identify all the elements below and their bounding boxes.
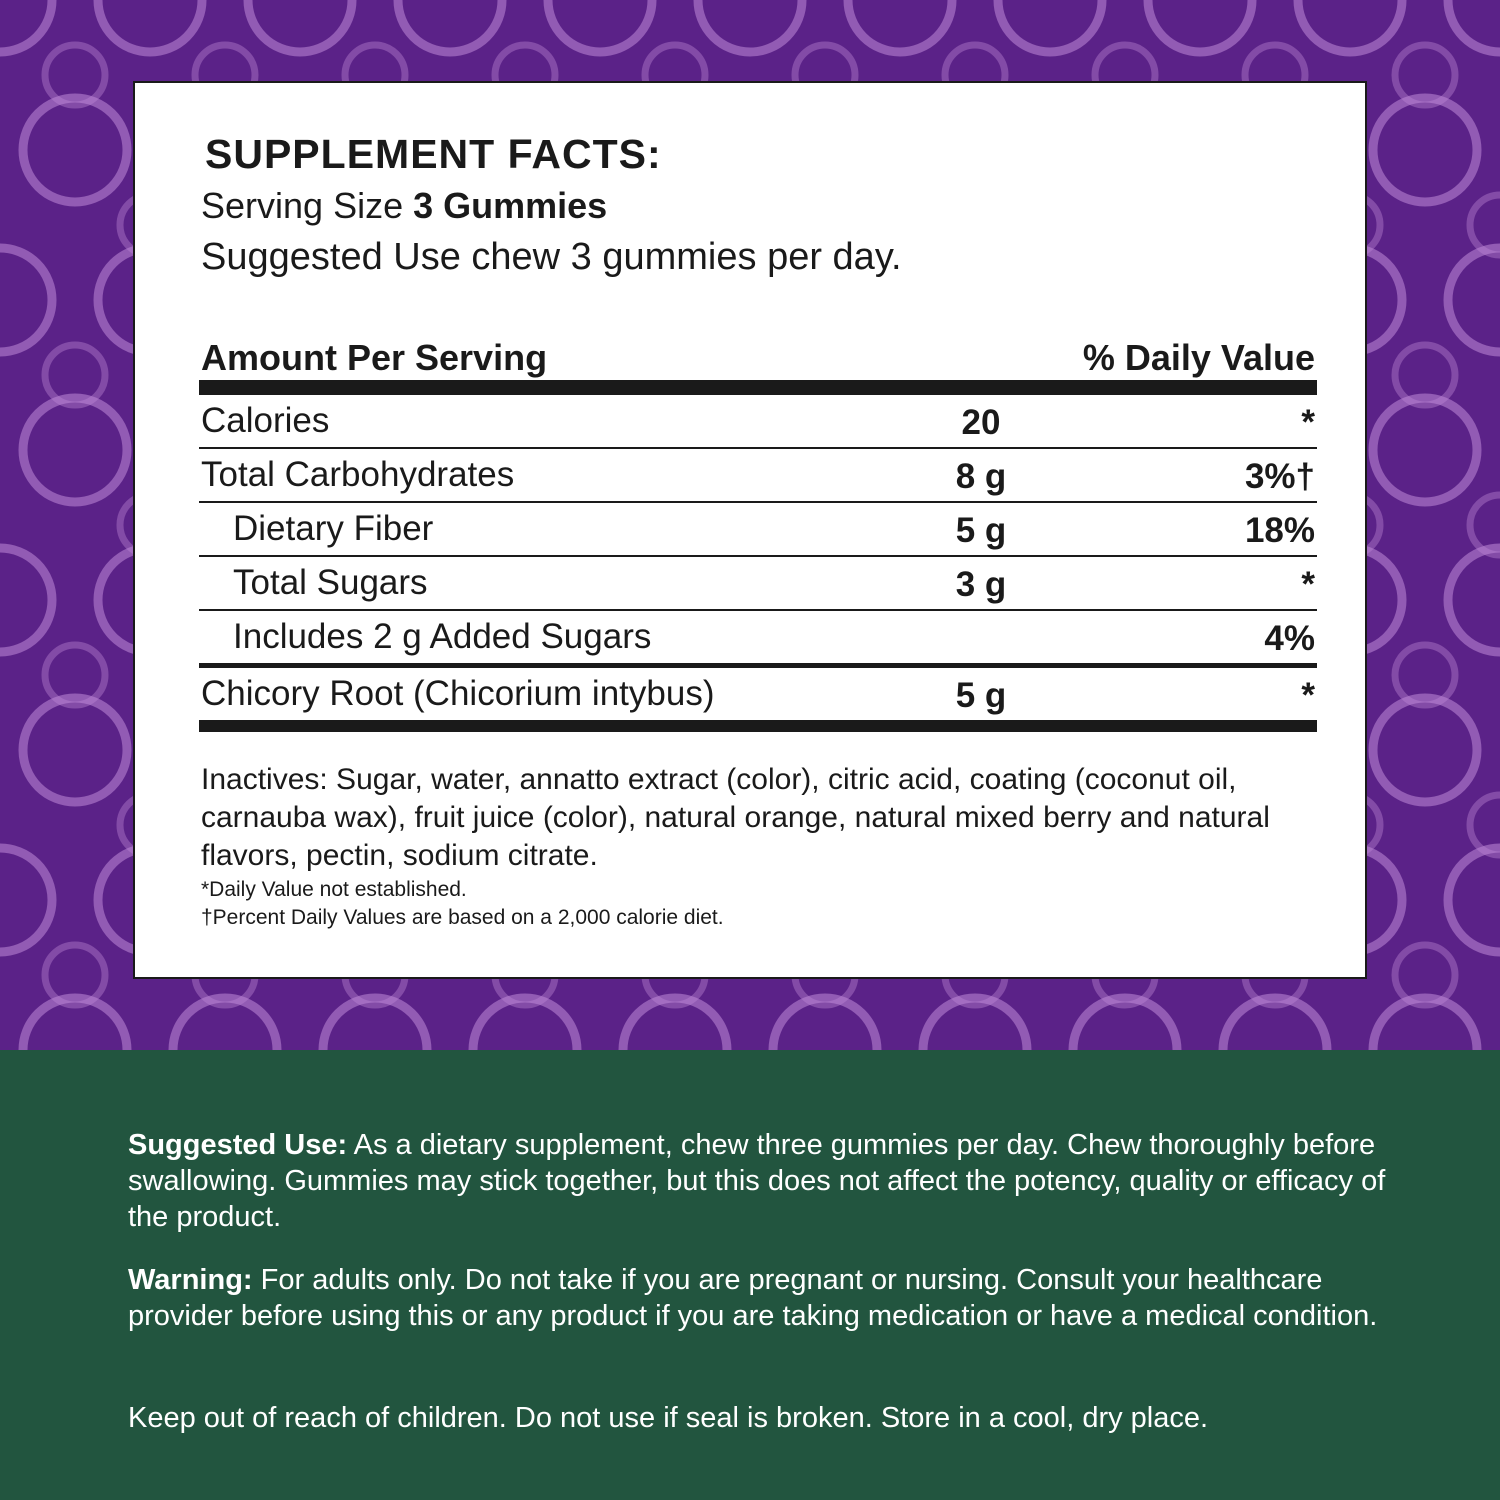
warning-label: Warning: xyxy=(128,1264,253,1296)
supplement-facts-title: SUPPLEMENT FACTS: xyxy=(205,131,662,177)
pattern-ring xyxy=(1448,0,1500,52)
row-name: Includes 2 g Added Sugars xyxy=(233,617,652,656)
serving-size-value: 3 Gummies xyxy=(413,185,608,226)
daily-value-header: % Daily Value xyxy=(1082,337,1315,378)
footnote-calorie-diet: †Percent Daily Values are based on a 2,000 calorie diet. xyxy=(201,906,724,929)
pattern-ring xyxy=(998,0,1102,52)
pattern-ring xyxy=(548,0,652,52)
table-row xyxy=(199,503,1317,555)
row-amount: 5 g xyxy=(955,676,1007,715)
warning-text: For adults only. Do not take if you are pregnant or nursing. Consult your healthcare provider before using this or any product if you are taking medication or have a medical condition. xyxy=(128,1264,1378,1332)
pattern-ring xyxy=(0,248,52,352)
supplement-facts-panel xyxy=(133,81,1367,979)
table-row xyxy=(199,557,1317,609)
row-daily-value: * xyxy=(1301,403,1315,442)
thick-divider xyxy=(199,380,1317,395)
nutrition-table xyxy=(199,333,1317,732)
pattern-ring xyxy=(1373,398,1477,502)
pattern-ring xyxy=(848,0,952,52)
row-amount: 20 xyxy=(961,403,1001,442)
pattern-ring xyxy=(398,0,502,52)
row-daily-value: 4% xyxy=(1264,619,1315,658)
pattern-ring xyxy=(23,398,127,502)
row-daily-value: * xyxy=(1301,676,1315,715)
footnote-daily-value: *Daily Value not established. xyxy=(201,878,467,901)
suggested-use-line: Suggested Use chew 3 gummies per day. xyxy=(201,236,902,278)
pattern-ring xyxy=(23,98,127,202)
suggested-use-label: Suggested Use: xyxy=(128,1129,348,1161)
row-amount: 3 g xyxy=(955,565,1007,604)
table-row xyxy=(199,611,1317,663)
pattern-ring xyxy=(1373,698,1477,802)
pattern-ring xyxy=(1373,98,1477,202)
table-row xyxy=(199,449,1317,501)
row-name: Total Sugars xyxy=(233,563,428,602)
row-daily-value: 3%† xyxy=(1244,457,1315,496)
serving-size-label: Serving Size xyxy=(201,185,404,226)
warning-paragraph xyxy=(128,1262,1398,1334)
storage-paragraph: Keep out of reach of children. Do not use if seal is broken. Store in a cool, dry place. xyxy=(128,1402,1209,1434)
row-name: Total Carbohydrates xyxy=(201,455,515,494)
thick-divider xyxy=(199,720,1317,732)
suggested-use-text: As a dietary supplement, chew three gummies per day. Chew thoroughly before swallowing. Gummies may stick together, but this does not affect the potency, quality or efficacy of the product. xyxy=(128,1129,1386,1233)
pattern-ring xyxy=(98,0,202,52)
amount-per-serving-header: Amount Per Serving xyxy=(201,337,548,378)
row-amount: 5 g xyxy=(955,511,1007,550)
pattern-ring xyxy=(1448,848,1500,952)
table-row xyxy=(199,395,1317,447)
pattern-ring xyxy=(698,0,802,52)
table-header xyxy=(199,333,1317,380)
inactive-ingredients: Inactives: Sugar, water, annatto extract (color), citric acid, coating (coconut oil, carnauba wax), fruit juice (color), natural orange, natural mixed berry and natural flavors, pectin, sodium citrate. xyxy=(201,763,1270,872)
pattern-ring xyxy=(0,0,52,52)
row-name: Dietary Fiber xyxy=(233,509,434,548)
pattern-ring xyxy=(0,548,52,652)
pattern-ring xyxy=(1448,248,1500,352)
pattern-ring xyxy=(0,848,52,952)
pattern-ring xyxy=(1298,0,1402,52)
pattern-ring xyxy=(23,698,127,802)
row-amount: 8 g xyxy=(955,457,1007,496)
pattern-ring xyxy=(1448,548,1500,652)
row-name: Calories xyxy=(201,401,330,440)
serving-size xyxy=(201,185,607,227)
suggested-use-paragraph xyxy=(128,1127,1398,1235)
row-name: Chicory Root (Chicorium intybus) xyxy=(201,674,715,713)
pattern-ring xyxy=(1148,0,1252,52)
row-daily-value: 18% xyxy=(1244,511,1315,550)
row-daily-value: * xyxy=(1301,565,1315,604)
pattern-ring xyxy=(248,0,352,52)
table-row xyxy=(199,668,1317,720)
